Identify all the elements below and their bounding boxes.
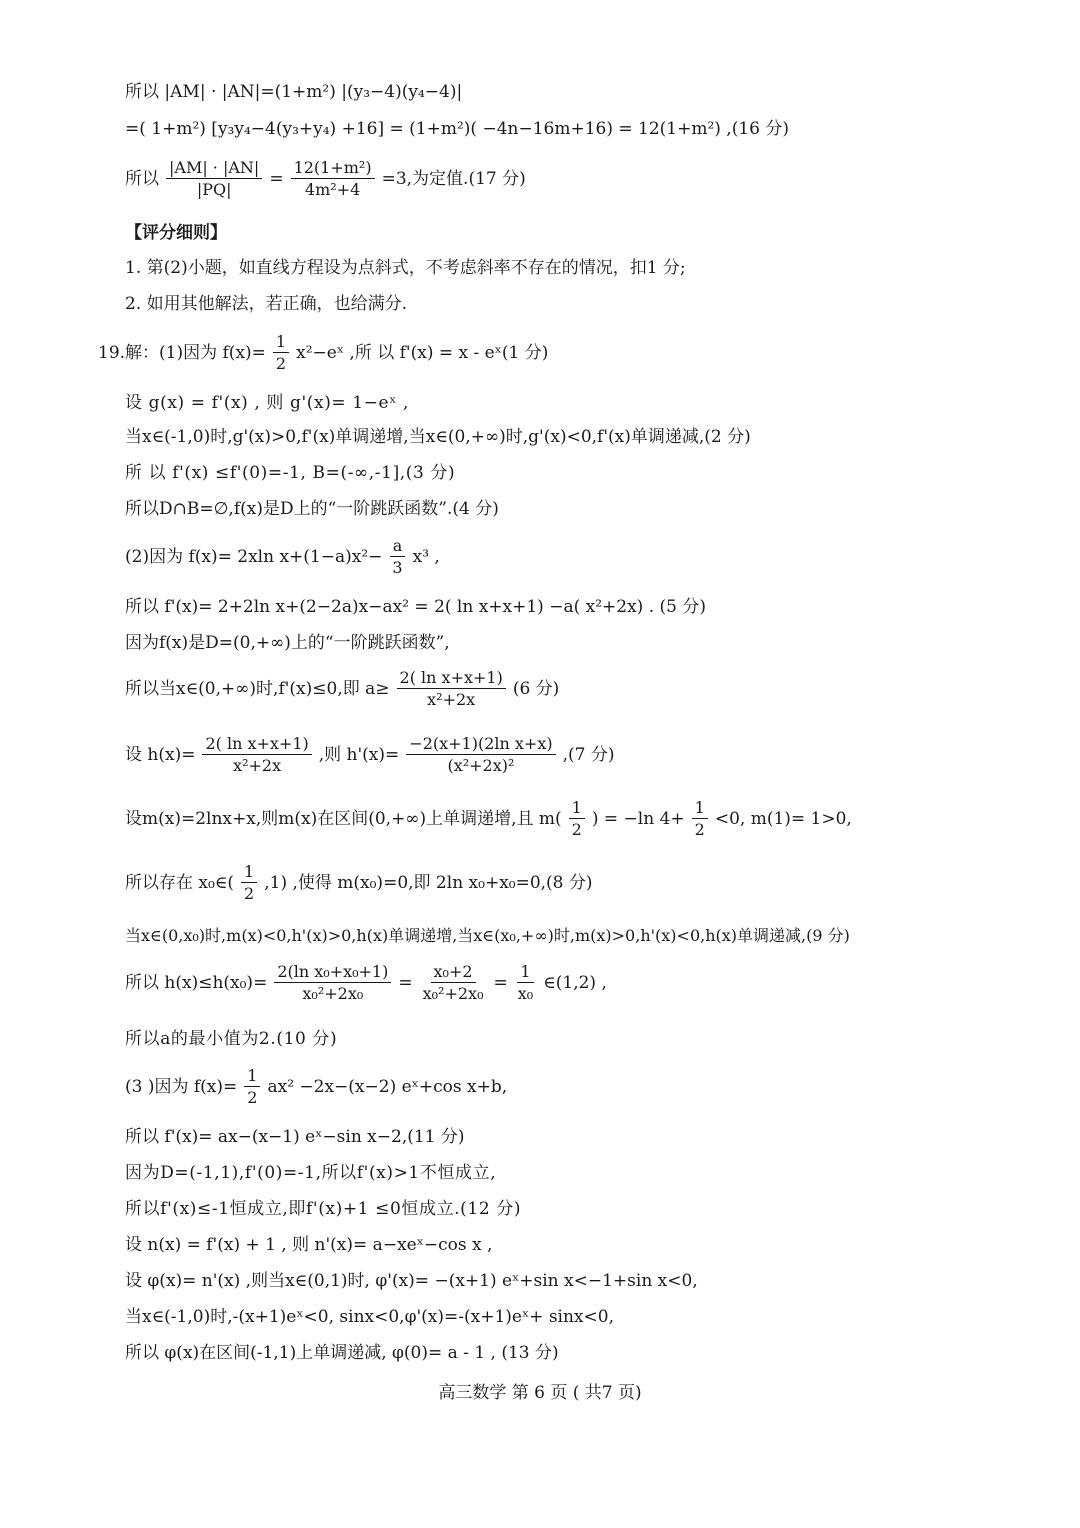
text-line: 所以 h(x)≤h(x₀)= $\frac{\text{2(ln x₀+x₀+1)}}{\text{x₀²+2x₀}}$ = $\frac{\text{x₀+2}}{\text{x₀²+2x₀}}$ = $\frac{1}{\text{x₀}}$ ∈(1,2) , bbox=[125, 962, 607, 1003]
fraction: $\frac{1}{2}$ bbox=[273, 332, 289, 373]
text-line: 设 h(x)= $\frac{\text{2( ln x+x+1)}}{\text{x²+2x}}$ ,则 h'(x)= $\frac{\text{−2(x+1)(2ln x+x)}}{\text{(x²+2x)²}}$ ,(7 分) bbox=[125, 734, 615, 775]
fraction: $\frac{1}{\text{x₀}}$ bbox=[517, 962, 534, 1003]
text-line: 所以 f'(x)= ax−(x−1) eˣ−sin x−2,(11 分) bbox=[125, 1127, 465, 1147]
text-line: (3 )因为 f(x)= $\frac{1}{2}$ ax² −2x−(x−2) eˣ+cos x+b, bbox=[125, 1066, 508, 1107]
section-heading: 【评分细则】 bbox=[125, 223, 227, 243]
text-line: 所 以 f'(x) ≤f'(0)=-1, B=(-∞,-1],(3 分) bbox=[125, 463, 456, 483]
fraction: $\frac{\text{−2(x+1)(2ln x+x)}}{\text{(x²+2x)²}}$ bbox=[406, 734, 555, 775]
fraction: $\frac{1}{2}$ bbox=[244, 1066, 260, 1107]
question-19-start: 19.解：(1)因为 f(x)= $\frac{1}{2}$ x²−eˣ ,所 以 f'(x) = x - eˣ(1 分) bbox=[98, 332, 549, 373]
text-line: 1. 第(2)小题，如直线方程设为点斜式，不考虑斜率不存在的情况，扣1 分; bbox=[125, 258, 686, 278]
text-line: 设 g(x) = f'(x) , 则 g'(x)= 1−eˣ , bbox=[125, 393, 410, 413]
text-line: 2. 如用其他解法，若正确，也给满分. bbox=[125, 294, 408, 314]
text-line: 所以 $\frac{|AM| \cdot |AN|}{|PQ|}$ = $\frac{\text{12(1+m²)}}{\text{4m²+4}}$ =3,为定值.(17 分) bbox=[125, 158, 526, 199]
text-line: 设 n(x) = f'(x) + 1 , 则 n'(x)= a−xeˣ−cos x , bbox=[125, 1235, 493, 1255]
fraction: $\frac{1}{2}$ bbox=[692, 798, 708, 839]
text-line: 所以 |AM| · |AN|=(1+m²) |(y₃−4)(y₄−4)| bbox=[125, 82, 463, 102]
fraction: $\frac{|AM| \cdot |AN|}{|PQ|}$ bbox=[166, 158, 262, 199]
fraction: $\frac{\text{2(ln x₀+x₀+1)}}{\text{x₀²+2x₀}}$ bbox=[274, 962, 391, 1003]
text-line: 所以存在 x₀∈( $\frac{1}{2}$ ,1) ,使得 m(x₀)=0,即 2ln x₀+x₀=0,(8 分) bbox=[125, 862, 593, 903]
text-line: 因为D=(-1,1),f'(0)=-1,所以f'(x)>1不恒成立, bbox=[125, 1163, 497, 1183]
text-line: 所以当x∈(0,+∞)时,f'(x)≤0,即 a≥ $\frac{\text{2( ln x+x+1)}}{\text{x²+2x}}$ (6 分) bbox=[125, 668, 560, 709]
text-line: (2)因为 f(x)= 2xln x+(1−a)x²− $\frac{a}{3}$ x³ , bbox=[125, 536, 440, 577]
text-line: =( 1+m²) [y₃y₄−4(y₃+y₄) +16] = (1+m²)( −4n−16m+16) = 12(1+m²) ,(16 分) bbox=[125, 119, 790, 139]
text-line: 所以D∩B=∅,f(x)是D上的“一阶跳跃函数”.(4 分) bbox=[125, 499, 499, 519]
fraction: $\frac{\text{12(1+m²)}}{\text{4m²+4}}$ bbox=[291, 158, 375, 199]
text-line: 所以 f'(x)= 2+2ln x+(2−2a)x−ax² = 2( ln x+x+1) −a( x²+2x) . (5 分) bbox=[125, 597, 707, 617]
text-line: 所以 φ(x)在区间(-1,1)上单调递减, φ(0)= a - 1 , (13 分) bbox=[125, 1343, 559, 1363]
fraction: $\frac{\text{2( ln x+x+1)}}{\text{x²+2x}}$ bbox=[202, 734, 311, 775]
fraction: $\frac{1}{2}$ bbox=[241, 862, 257, 903]
fraction: $\frac{1}{2}$ bbox=[569, 798, 585, 839]
text-line: 因为f(x)是D=(0,+∞)上的“一阶跳跃函数”, bbox=[125, 633, 450, 653]
text-line: 所以f'(x)≤-1恒成立,即f'(x)+1 ≤0恒成立.(12 分) bbox=[125, 1199, 522, 1219]
text-line: 所以a的最小值为2.(10 分) bbox=[125, 1029, 338, 1049]
page-footer: 高三数学 第 6 页 ( 共7 页) bbox=[438, 1383, 642, 1403]
fraction: $\frac{\text{2( ln x+x+1)}}{\text{x²+2x}}$ bbox=[397, 668, 506, 709]
fraction: $\frac{\text{x₀+2}}{\text{x₀²+2x₀}}$ bbox=[422, 962, 484, 1003]
text-line: 当x∈(-1,0)时,g'(x)>0,f'(x)单调递增,当x∈(0,+∞)时,g'(x)<0,f'(x)单调递减,(2 分) bbox=[125, 427, 751, 447]
text-line: 当x∈(0,x₀)时,m(x)<0,h'(x)>0,h(x)单调递增,当x∈(x₀,+∞)时,m(x)>0,h'(x)<0,h(x)单调递减,(9 分) bbox=[125, 926, 850, 945]
fraction: $\frac{a}{3}$ bbox=[389, 536, 405, 577]
text-line: 当x∈(-1,0)时,-(x+1)eˣ<0, sinx<0,φ'(x)=-(x+1)eˣ+ sinx<0, bbox=[125, 1307, 614, 1327]
text-line: 设 φ(x)= n'(x) ,则当x∈(0,1)时, φ'(x)= −(x+1) eˣ+sin x<−1+sin x<0, bbox=[125, 1271, 698, 1291]
text-line: 设m(x)=2lnx+x,则m(x)在区间(0,+∞)上单调递增,且 m( $\frac{1}{2}$ ) = −ln 4+ $\frac{1}{2}$ <0, m(1)= 1>0, bbox=[125, 798, 852, 839]
